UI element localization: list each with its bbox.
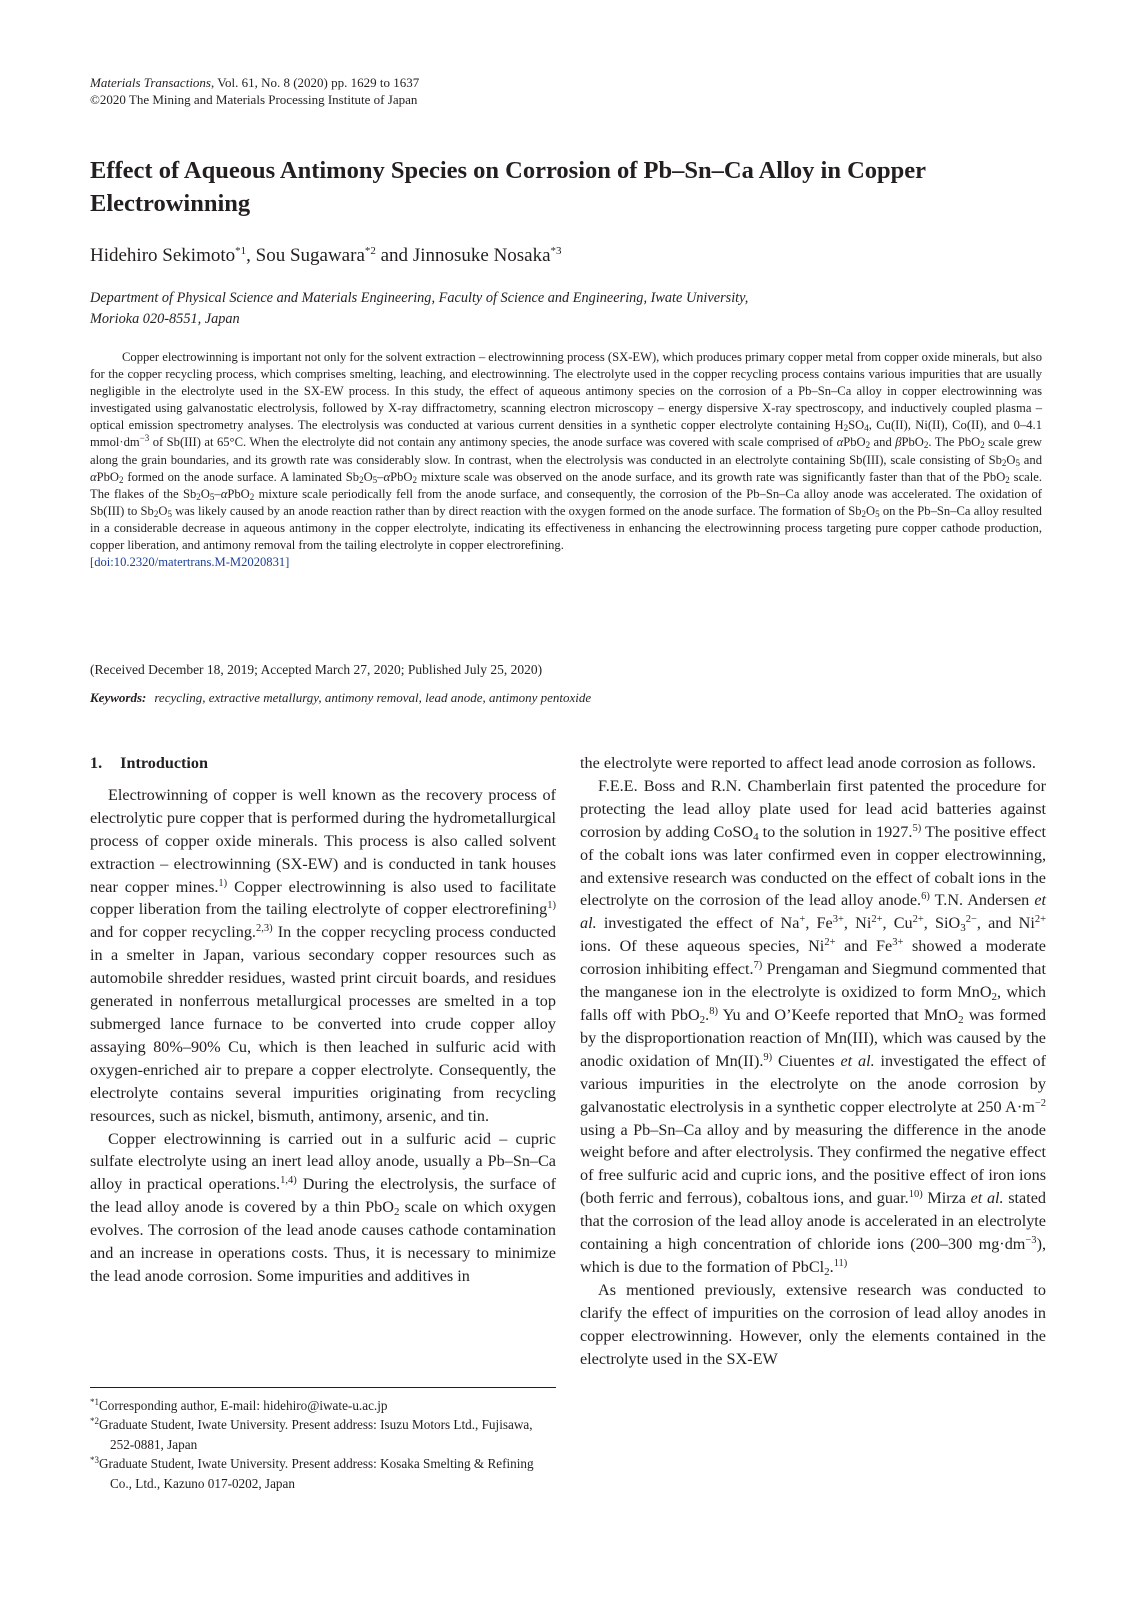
affiliation: Department of Physical Science and Materials Engineering, Faculty of Science and Engineering, Iwate University, Morioka 020-8551, Japan — [90, 290, 749, 327]
received-dates: (Received December 18, 2019; Accepted March 27, 2020; Published July 25, 2020) — [90, 662, 543, 677]
footnote: $^{*1}$Corresponding author, E-mail: hidehiro@iwate-u.ac.jp — [90, 1397, 388, 1413]
journal-copyright: ©2020 The Mining and Materials Processing Institute of Japan — [90, 92, 418, 107]
body-paragraph: As mentioned previously, extensive research was conducted to clarify the effect of impurities on the corrosion of lead alloy anodes in copper electrowinning. However, only the elements contained in the electrolyte used in the SX-EW — [580, 1280, 1046, 1368]
left-column — [90, 752, 556, 1288]
body-paragraph: the electrolyte were reported to affect lead anode corrosion as follows. — [580, 754, 1036, 772]
journal-name: Materials Transactions — [90, 75, 211, 90]
author-mark: *2 — [364, 245, 376, 257]
footnote-divider — [90, 1387, 556, 1388]
author-name: Sou Sugawara — [255, 245, 365, 266]
right-column — [580, 752, 1046, 1370]
footnote: $^{*3}$Graduate Student, Iwate University. Present address: Kosaka Smelting & Refining Co., Ltd., Kazuno 017-0202, Japan — [90, 1455, 534, 1491]
keywords-text: recycling, extractive metallurgy, antimony removal, lead anode, antimony pentoxide — [154, 690, 592, 705]
journal-header — [90, 74, 419, 108]
author-mark: *1 — [235, 245, 247, 257]
journal-citation: Materials Transactions, Vol. 61, No. 8 (2020) pp. 1629 to 1637 — [90, 75, 420, 90]
footnotes — [90, 1396, 556, 1493]
body-paragraph: Electrowinning of copper is well known as the recovery process of electrolytic pure copper that is performed during the hydrometallurgical process of copper oxide minerals. This process is also called solvent extraction – electrowinning (SX-EW) and is conducted in tank houses near copper mines.$^{1)}$ Copper electrowinning is also used to facilitate copper liberation from the tailing electrolyte of copper electrorefining$^{1)}$ and for copper recycling.$^{2,3)}$ In the copper recycling process conducted in a smelter in Japan, various secondary copper resources such as automobile shredder residues, wasted print circuit boards, and residues generated in nonferrous metallurgical processes are smelted in a top submerged lance furnace to be converted into crude copper alloy assaying 80%–90% Cu, which is then leached in sulfuric acid with oxygen-enriched air to prepare a copper electrolyte. Consequently, the electrolyte contains several impurities originating from recycling resources, such as nickel, bismuth, antimony, arsenic, and tin. — [90, 785, 557, 1125]
body-paragraph: Copper electrowinning is carried out in a sulfuric acid – cupric sulfate electrolyte using an inert lead alloy anode, usually a Pb–Sn–Ca alloy in practical operations.$^{1,4)}$ During the electrolysis, the surface of the lead alloy anode is covered by a thin PbO$_2$ scale on which oxygen evolves. The corrosion of the lead anode causes cathode contamination and an increase in operations costs. Thus, it is necessary to minimize the lead anode corrosion. Some impurities and additives in — [90, 1129, 556, 1285]
author-name: Jinnosuke Nosaka — [412, 245, 551, 266]
author-mark: *3 — [550, 245, 562, 257]
doi-link[interactable]: [doi:10.2320/matertrans.M-M2020831] — [90, 555, 290, 570]
body-paragraph: F.E.E. Boss and R.N. Chamberlain first patented the procedure for protecting the lead alloy plate used for lead acid batteries against corrosion by adding CoSO$_4$ to the solution in 1927.$^{5)}$ The positive effect of the cobalt ions was later confirmed even in copper electrowinning, and extensive research was conducted on the effect of cobalt ions in the electrolyte on the corrosion of the lead alloy anode.$^{6)}$ T.N. Andersen et al. investigated the effect of Na+, $Fe^{3+}$, $Ni^{2+}$, $Cu^{2+}$, SiO$_3^{2-}$, and $Ni^{2+}$ ions. Of these aqueous species, $Ni^{2+}$ and $Fe^{3+}$ showed a moderate corrosion inhibiting effect.$^{7)}$ Prengaman and Siegmund commented that the manganese ion in the electrolyte is oxidized to form MnO$_2$, which falls off with PbO$_2$.$^{8)}$ Yu and O’Keefe reported that MnO$_2$ was formed by the disproportionation reaction of Mn(III), which was caused by the anodic oxidation of Mn(II).$^{9)}$ Ciuentes et al. investigated the effect of various impurities in the electrolyte on the anode corrosion by galvanostatic electrolysis in a synthetic copper electrolyte at 250 $A\cdot m^{-2}$ using a Pb–Sn–Ca alloy and by measuring the difference in the anode weight before and after electrolysis. They confirmed the negative effect of free sulfuric acid and cupric ions, and the positive effect of iron ions (both ferric and ferrous), cobaltous ions, and guar.$^{10)}$ Mirza et al. stated that the corrosion of the lead alloy anode is accelerated in an electrolyte containing a high concentration of chloride ions (200–300 $mg\cdot dm^{-3}$), which is due to the formation of PbCl$_2$.$^{11)}$ — [580, 776, 1047, 1278]
keywords-label: Keywords: — [90, 690, 147, 705]
footnote: $^{*2}$Graduate Student, Iwate University. Present address: Isuzu Motors Ltd., Fujisawa, 252-0881, Japan — [90, 1416, 533, 1452]
author-list: Hidehiro Sekimoto$^{*1}$, Sou Sugawara$^{*2}$ and Jinnosuke Nosaka$^{*3}$ — [90, 245, 562, 266]
keywords — [90, 689, 591, 707]
section-heading: 1. Introduction — [90, 754, 208, 772]
author-name: Hidehiro Sekimoto — [90, 245, 236, 266]
abstract: Copper electrowinning is important not only for the solvent extraction – electrowinning process (SX-EW), which produces primary copper metal from copper oxide minerals, but also for the copper recycling process, which comprises smelting, leaching, and electrowinning. The electrolyte used in the copper recycling process contains various impurities that are usually negligible in the electrolyte used in the SX-EW process. In this study, the effect of aqueous antimony species on the corrosion of a Pb–Sn–Ca alloy in copper electrowinning was investigated using galvanostatic electrolysis, followed by X-ray diffractometry, scanning electron microscopy – energy dispersive X-ray spectroscopy, and inductively coupled plasma – optical emission spectrometry analyses. The electrolysis was conducted at various current densities in a synthetic copper electrolyte containing $H_2SO_4$, Cu(II), Ni(II), Co(II), and 0–4.1 $mmol\cdot dm^{-3}$ of Sb(III) at 65°C. When the electrolyte did not contain any antimony species, the anode surface was covered with scale comprised of αPbO$_2$ and βPbO$_2$. The PbO$_2$ scale grew along the grain boundaries, and its growth rate was considerably slow. In contrast, when the electrolysis was conducted in an electrolyte containing Sb(III), scale consisting of $Sb_2O_5$ and αPbO$_2$ formed on the anode surface. A laminated $Sb_2O_5-\alpha PbO_2$ mixture scale was observed on the anode surface, and its growth rate was significantly faster than that of the PbO$_2$ scale. The flakes of the $Sb_2O_5-\alpha PbO_2$ mixture scale periodically fell from the anode surface, and consequently, the corrosion of the Pb–Sn–Ca alloy anode was accelerated. The oxidation of Sb(III) to $Sb_2O_5$ was likely caused by an anode reaction rather than by direct reaction with the oxygen formed on the anode surface. The formation of $Sb_2O_5$ on the Pb–Sn–Ca alloy resulted in a considerable decrease in aqueous antimony in the copper electrolyte, indicating its effectiveness in enhancing the electrowinning process targeting pure copper cathode production, copper liberation, and antimony removal from the tailing electrolyte in copper electrorefining. [doi:10.2320/matertrans.M-M2020831] — [90, 350, 1043, 570]
paper-title: Effect of Aqueous Antimony Species on Corrosion of Pb–Sn–Ca Alloy in Copper Electrowinning — [90, 157, 926, 217]
